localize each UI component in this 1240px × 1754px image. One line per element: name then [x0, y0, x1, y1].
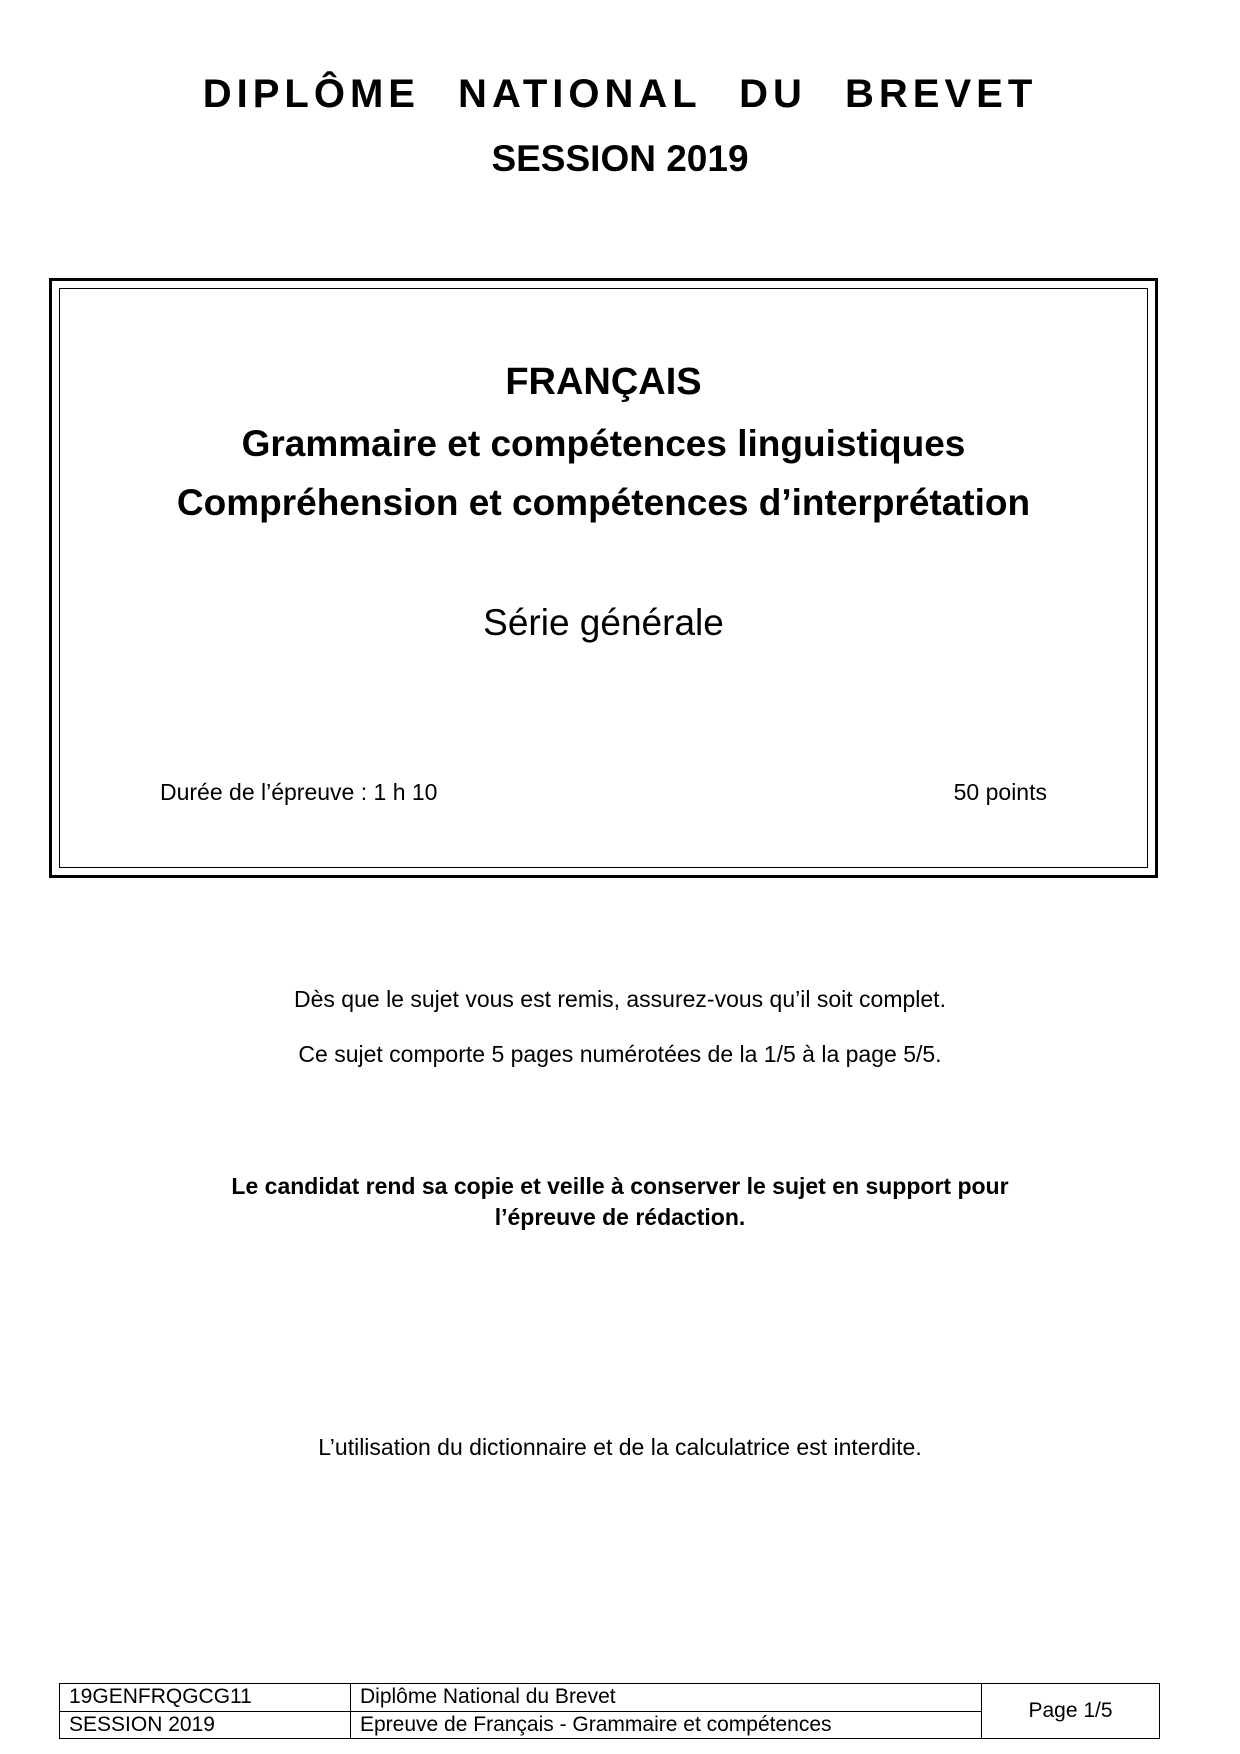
- exam-points: 50 points: [953, 779, 1047, 805]
- candidate-note-line-2: l’épreuve de rédaction.: [494, 1204, 746, 1230]
- exam-title: DIPLÔME NATIONAL DU BREVET: [202, 72, 1038, 116]
- footer-code: 19GENFRQGCG11: [60, 1684, 351, 1712]
- subject-title: FRANÇAIS: [505, 361, 702, 403]
- subject-subtitle-grammar: Grammaire et compétences linguistiques: [241, 423, 966, 464]
- instruction-page-count: Ce sujet comporte 5 pages numérotées de la 1/5 à la page 5/5.: [298, 1041, 942, 1067]
- footer-exam-name: Diplôme National du Brevet: [351, 1684, 982, 1712]
- candidate-note: [0, 1171, 1240, 1233]
- exam-duration: Durée de l’épreuve : 1 h 10: [160, 779, 438, 805]
- footer-exam-subject: Epreuve de Français - Grammaire et compétences: [351, 1711, 982, 1739]
- footer-row-1: [60, 1684, 1160, 1712]
- subject-box: [49, 278, 1158, 878]
- series-label: Série générale: [483, 602, 724, 643]
- subject-subtitle-comprehension: Compréhension et compétences d’interprétation: [176, 482, 1031, 523]
- forbidden-items-note: L’utilisation du dictionnaire et de la calculatrice est interdite.: [318, 1434, 922, 1460]
- instruction-complete-check: Dès que le sujet vous est remis, assurez-vous qu’il soit complet.: [294, 986, 946, 1012]
- candidate-note-line-1: Le candidat rend sa copie et veille à conserver le sujet en support pour: [231, 1173, 1009, 1199]
- footer-page-number: Page 1/5: [982, 1684, 1160, 1739]
- subject-box-inner-frame: [59, 288, 1148, 868]
- footer-table: [59, 1683, 1160, 1739]
- session-title: SESSION 2019: [491, 138, 749, 179]
- footer-session: SESSION 2019: [60, 1711, 351, 1739]
